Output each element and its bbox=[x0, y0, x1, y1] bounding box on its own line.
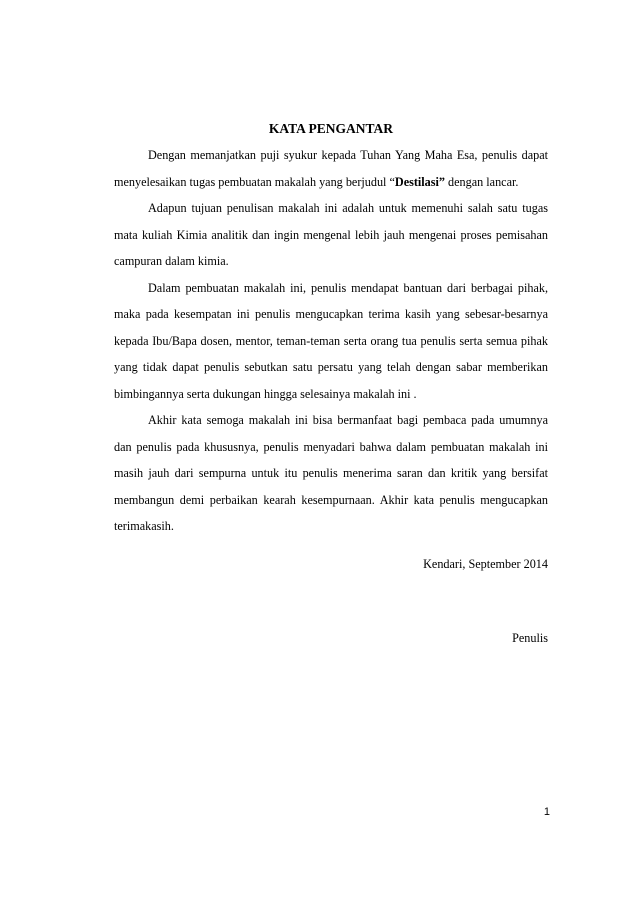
document-body bbox=[114, 116, 548, 652]
page-number: 1 bbox=[543, 806, 550, 818]
page-title: KATA PENGANTAR bbox=[268, 121, 394, 136]
paragraph-closing: Akhir kata semoga makalah ini bisa bermanfaat bagi pembaca pada umumnya dan penulis pada khususnya, penulis menyadari bahwa dalam pembuatan makalah ini masih jauh dari sempurna untuk itu penulis menerima saran dan kritik yang bersifat membangun demi perbaikan kearah kesempurnaan. Akhir kata penulis mengucapkan terimakasih. bbox=[114, 413, 548, 533]
paragraph-intro-ending: dengan lancar. bbox=[445, 174, 519, 189]
place-date: Kendari, September 2014 bbox=[423, 556, 548, 571]
signer-name: Penulis bbox=[512, 631, 548, 645]
paragraph-intro-text: Dengan memanjatkan puji syukur kepada Tuhan Yang Maha Esa, penulis dapat menyelesaikan tugas pembuatan makalah yang berjudul “ bbox=[114, 148, 548, 189]
paragraph-purpose: Adapun tujuan penulisan makalah ini adalah untuk memenuhi salah satu tugas mata kuliah Kimia analitik dan ingin mengenal lebih jauh mengenai proses pemisahan campuran dalam kimia. bbox=[114, 201, 548, 268]
paragraph-intro bbox=[114, 142, 548, 195]
paragraph-acknowledgement: Dalam pembuatan makalah ini, penulis mendapat bantuan dari berbagai pihak, maka pada kesempatan ini penulis mengucapkan terima kasih yang sebesar-besarnya kepada Ibu/Bapa dosen, mentor, teman-teman serta orang tua penulis serta semua pihak yang tidak dapat penulis sebutkan satu persatu yang telah dengan sabar memberikan bimbingannya serta dukungan hingga selesainya makalah ini . bbox=[114, 280, 548, 401]
paper-title-emphasis: Destilasi” bbox=[394, 174, 445, 189]
